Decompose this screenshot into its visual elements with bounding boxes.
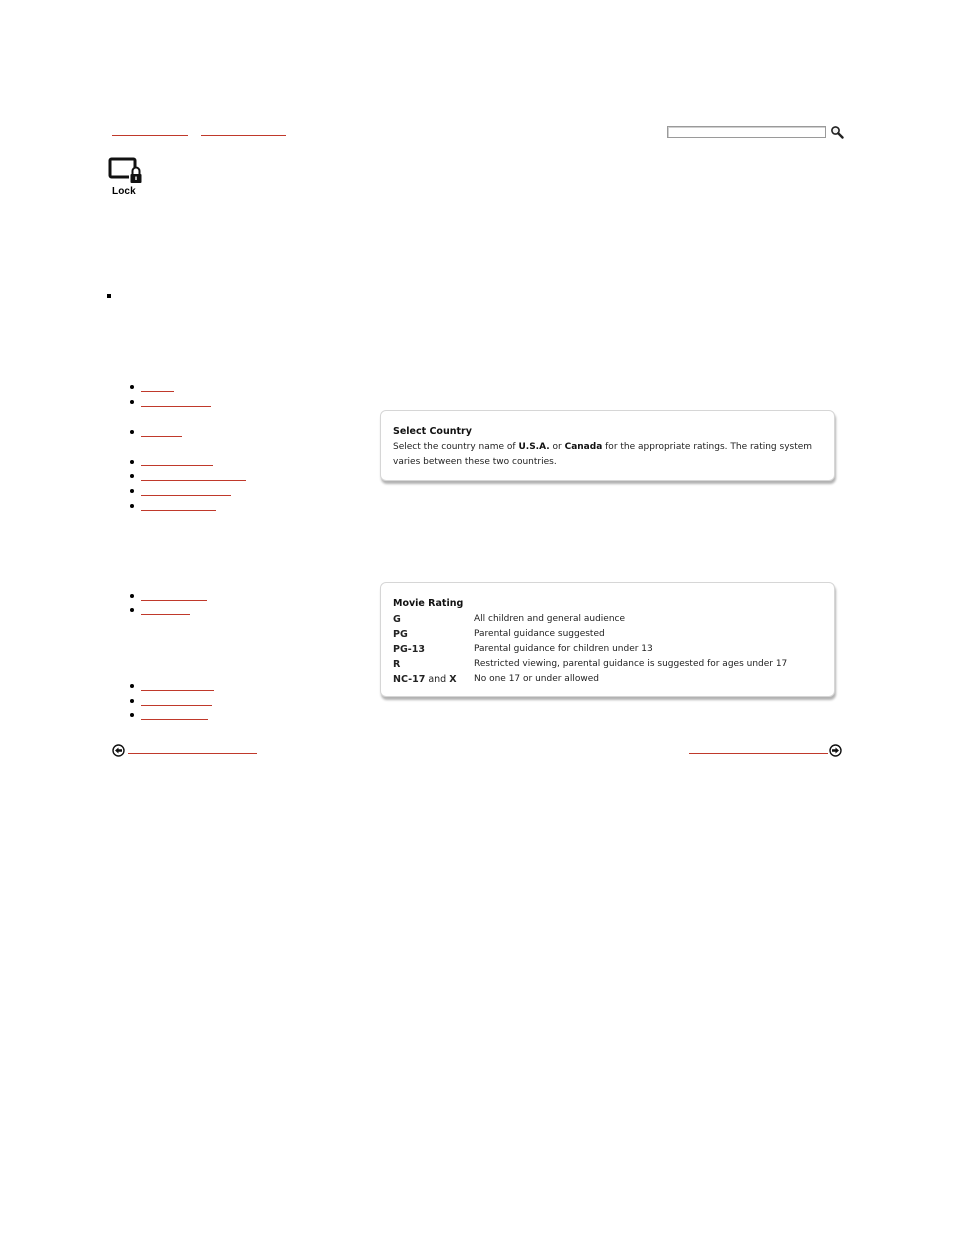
next-link[interactable] bbox=[689, 753, 828, 754]
list-link[interactable] bbox=[141, 480, 246, 481]
list-bullet bbox=[130, 460, 134, 464]
list-link[interactable] bbox=[141, 600, 207, 601]
search-input[interactable] bbox=[667, 126, 826, 138]
rating-code-part: X bbox=[449, 674, 457, 685]
list-link[interactable] bbox=[141, 391, 174, 392]
list-link[interactable] bbox=[141, 510, 216, 511]
list-bullet bbox=[130, 684, 134, 688]
country-usa: U.S.A. bbox=[518, 442, 550, 452]
arrow-right-circle-icon bbox=[829, 744, 842, 757]
breadcrumb-link-1[interactable] bbox=[112, 135, 188, 136]
list-link[interactable] bbox=[141, 614, 190, 615]
square-bullet bbox=[107, 294, 111, 298]
rating-code: PG-13 bbox=[393, 644, 425, 655]
prev-button[interactable] bbox=[112, 742, 125, 755]
list-bullet bbox=[130, 474, 134, 478]
movie-rating-panel bbox=[380, 582, 835, 697]
rating-description: Parental guidance for children under 13 bbox=[474, 644, 653, 654]
select-country-panel bbox=[380, 410, 835, 481]
country-canada: Canada bbox=[564, 442, 603, 452]
list-bullet bbox=[130, 504, 134, 508]
rating-description: Parental guidance suggested bbox=[474, 629, 605, 639]
rating-description: All children and general audience bbox=[474, 614, 626, 624]
list-link[interactable] bbox=[141, 436, 182, 437]
panel-text-line-1 bbox=[393, 440, 812, 455]
list-bullet bbox=[130, 608, 134, 612]
list-bullet bbox=[130, 430, 134, 434]
panel-title: Select Country bbox=[393, 426, 472, 437]
rating-code: G bbox=[393, 614, 401, 625]
breadcrumb-link-2[interactable] bbox=[201, 135, 286, 136]
text-fragment: or bbox=[549, 442, 565, 452]
list-bullet bbox=[130, 489, 134, 493]
list-link[interactable] bbox=[141, 465, 213, 466]
next-button[interactable] bbox=[829, 742, 842, 755]
list-link[interactable] bbox=[141, 495, 231, 496]
list-bullet bbox=[130, 385, 134, 389]
page-icon-label: Lock bbox=[112, 186, 136, 197]
rating-description: No one 17 or under allowed bbox=[474, 674, 599, 684]
text-fragment: Select the country name of bbox=[393, 442, 519, 452]
text-fragment: for the appropriate ratings. The rating system bbox=[602, 442, 813, 452]
list-bullet bbox=[130, 713, 134, 717]
list-bullet bbox=[130, 699, 134, 703]
rating-code-part: NC-17 bbox=[393, 674, 426, 685]
list-link[interactable] bbox=[141, 705, 212, 706]
magnifier-icon bbox=[830, 125, 844, 139]
list-link[interactable] bbox=[141, 719, 208, 720]
rating-code: PG bbox=[393, 629, 408, 640]
lock-icon bbox=[108, 157, 144, 185]
list-bullet bbox=[130, 400, 134, 404]
rating-code-joiner: and bbox=[425, 674, 450, 685]
panel-title: Movie Rating bbox=[393, 598, 464, 609]
arrow-left-circle-icon bbox=[112, 744, 125, 757]
page-icon bbox=[108, 157, 144, 185]
list-bullet bbox=[130, 594, 134, 598]
list-link[interactable] bbox=[141, 690, 214, 691]
rating-code bbox=[393, 674, 457, 685]
prev-link[interactable] bbox=[128, 753, 257, 754]
search-button[interactable] bbox=[830, 124, 844, 138]
rating-code: R bbox=[393, 659, 401, 670]
list-link[interactable] bbox=[141, 406, 211, 407]
panel-text-line-2: varies between these two countries. bbox=[393, 457, 557, 467]
rating-description: Restricted viewing, parental guidance is suggested for ages under 17 bbox=[474, 659, 788, 669]
